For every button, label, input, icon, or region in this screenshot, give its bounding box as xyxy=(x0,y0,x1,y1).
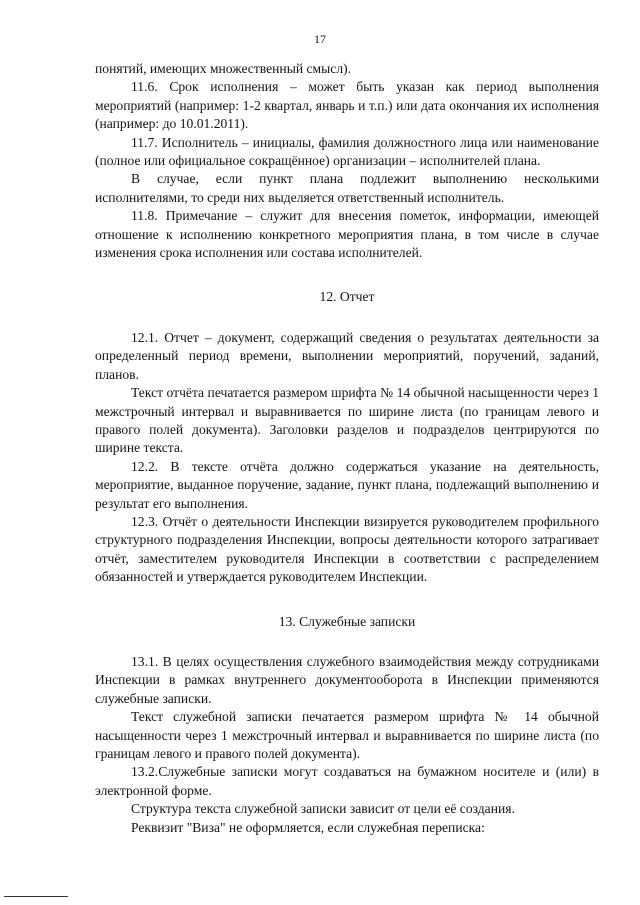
paragraph-several-executors: В случае, если пункт плана подлежит выполнению несколькими исполнителями, то среди них выделяется ответственный исполнитель. xyxy=(95,171,599,205)
paragraph-12-1: 12.1. Отчет – документ, содержащий сведения о результатах деятельности за определенный период времени, выполнении мероприятий, поручений, заданий, планов. xyxy=(95,329,599,382)
paragraph-12-2: 12.2. В тексте отчёта должно содержаться указание на деятельность, мероприятие, выданное поручение, задание, пункт плана, подлежащий выполнению и результат его выполнения. xyxy=(95,458,599,511)
paragraph-12-3: 12.3. Отчёт о деятельности Инспекции визируется руководителем профильного структурного подразделения Инспекции, вопросы деятельности которого затрагивает отчёт, заместителем руководителя Инспекции в соответствии с распределением обязанностей и утверждается руководителем Инспекции. xyxy=(95,513,599,585)
paragraph-memo-text-format: Текст служебной записки печатается размером шрифта № 14 обычной насыщенности через 1 межстрочный интервал и выравнивается по ширине листа (по границам левого и правого полей документа). xyxy=(95,709,599,761)
paragraph-11-6: 11.6. Срок исполнения – может быть указан как период выполнения мероприятий (например: 1-2 квартал, январь и т.п.) или дата окончания их исполнения (например: до 10.01.2011). xyxy=(95,79,599,132)
page-number: 17 xyxy=(314,32,326,46)
section-heading-memos: 13. Служебные записки xyxy=(278,613,416,629)
section-heading-report: 12. Отчет xyxy=(319,289,375,305)
paragraph-report-text-format: Текст отчёта печатается размером шрифта № 14 обычной насыщенности через 1 межстрочный интервал и выравнивается по ширине листа (по границам левого и правого полей документа). Заголовки разделов и подразделов центрируются по ширине текста. xyxy=(95,385,599,456)
paragraph-11-7: 11.7. Исполнитель – инициалы, фамилия должностного лица или наименование (полное или официальное сокращённое) организации – исполнителей плана. xyxy=(95,134,599,169)
paragraph-13-2: 13.2.Служебные записки могут создаваться на бумажном носителе и (или) в электронной форме. xyxy=(95,764,599,798)
document-body xyxy=(95,60,599,837)
paragraph-11-8: 11.8. Примечание – служит для внесения пометок, информации, имеющей отношение к исполнению конкретного мероприятия плана, в том числе в случае изменения срока исполнения или состава исполнителей. xyxy=(95,208,599,261)
paragraph-memo-structure: Структура текста служебной записки зависит от цели её создания. xyxy=(131,801,515,817)
footer-divider xyxy=(4,896,68,897)
paragraph-13-1: 13.1. В целях осуществления служебного взаимодействия между сотрудниками Инспекции в рамках внутреннего документооборота в Инспекции применяются служебные записки. xyxy=(95,653,599,706)
paragraph-visa-requisite: Реквизит "Виза" не оформляется, если служебная переписка: xyxy=(131,819,485,835)
paragraph-continuation: понятий, имеющих множественный смысл). xyxy=(95,61,352,76)
